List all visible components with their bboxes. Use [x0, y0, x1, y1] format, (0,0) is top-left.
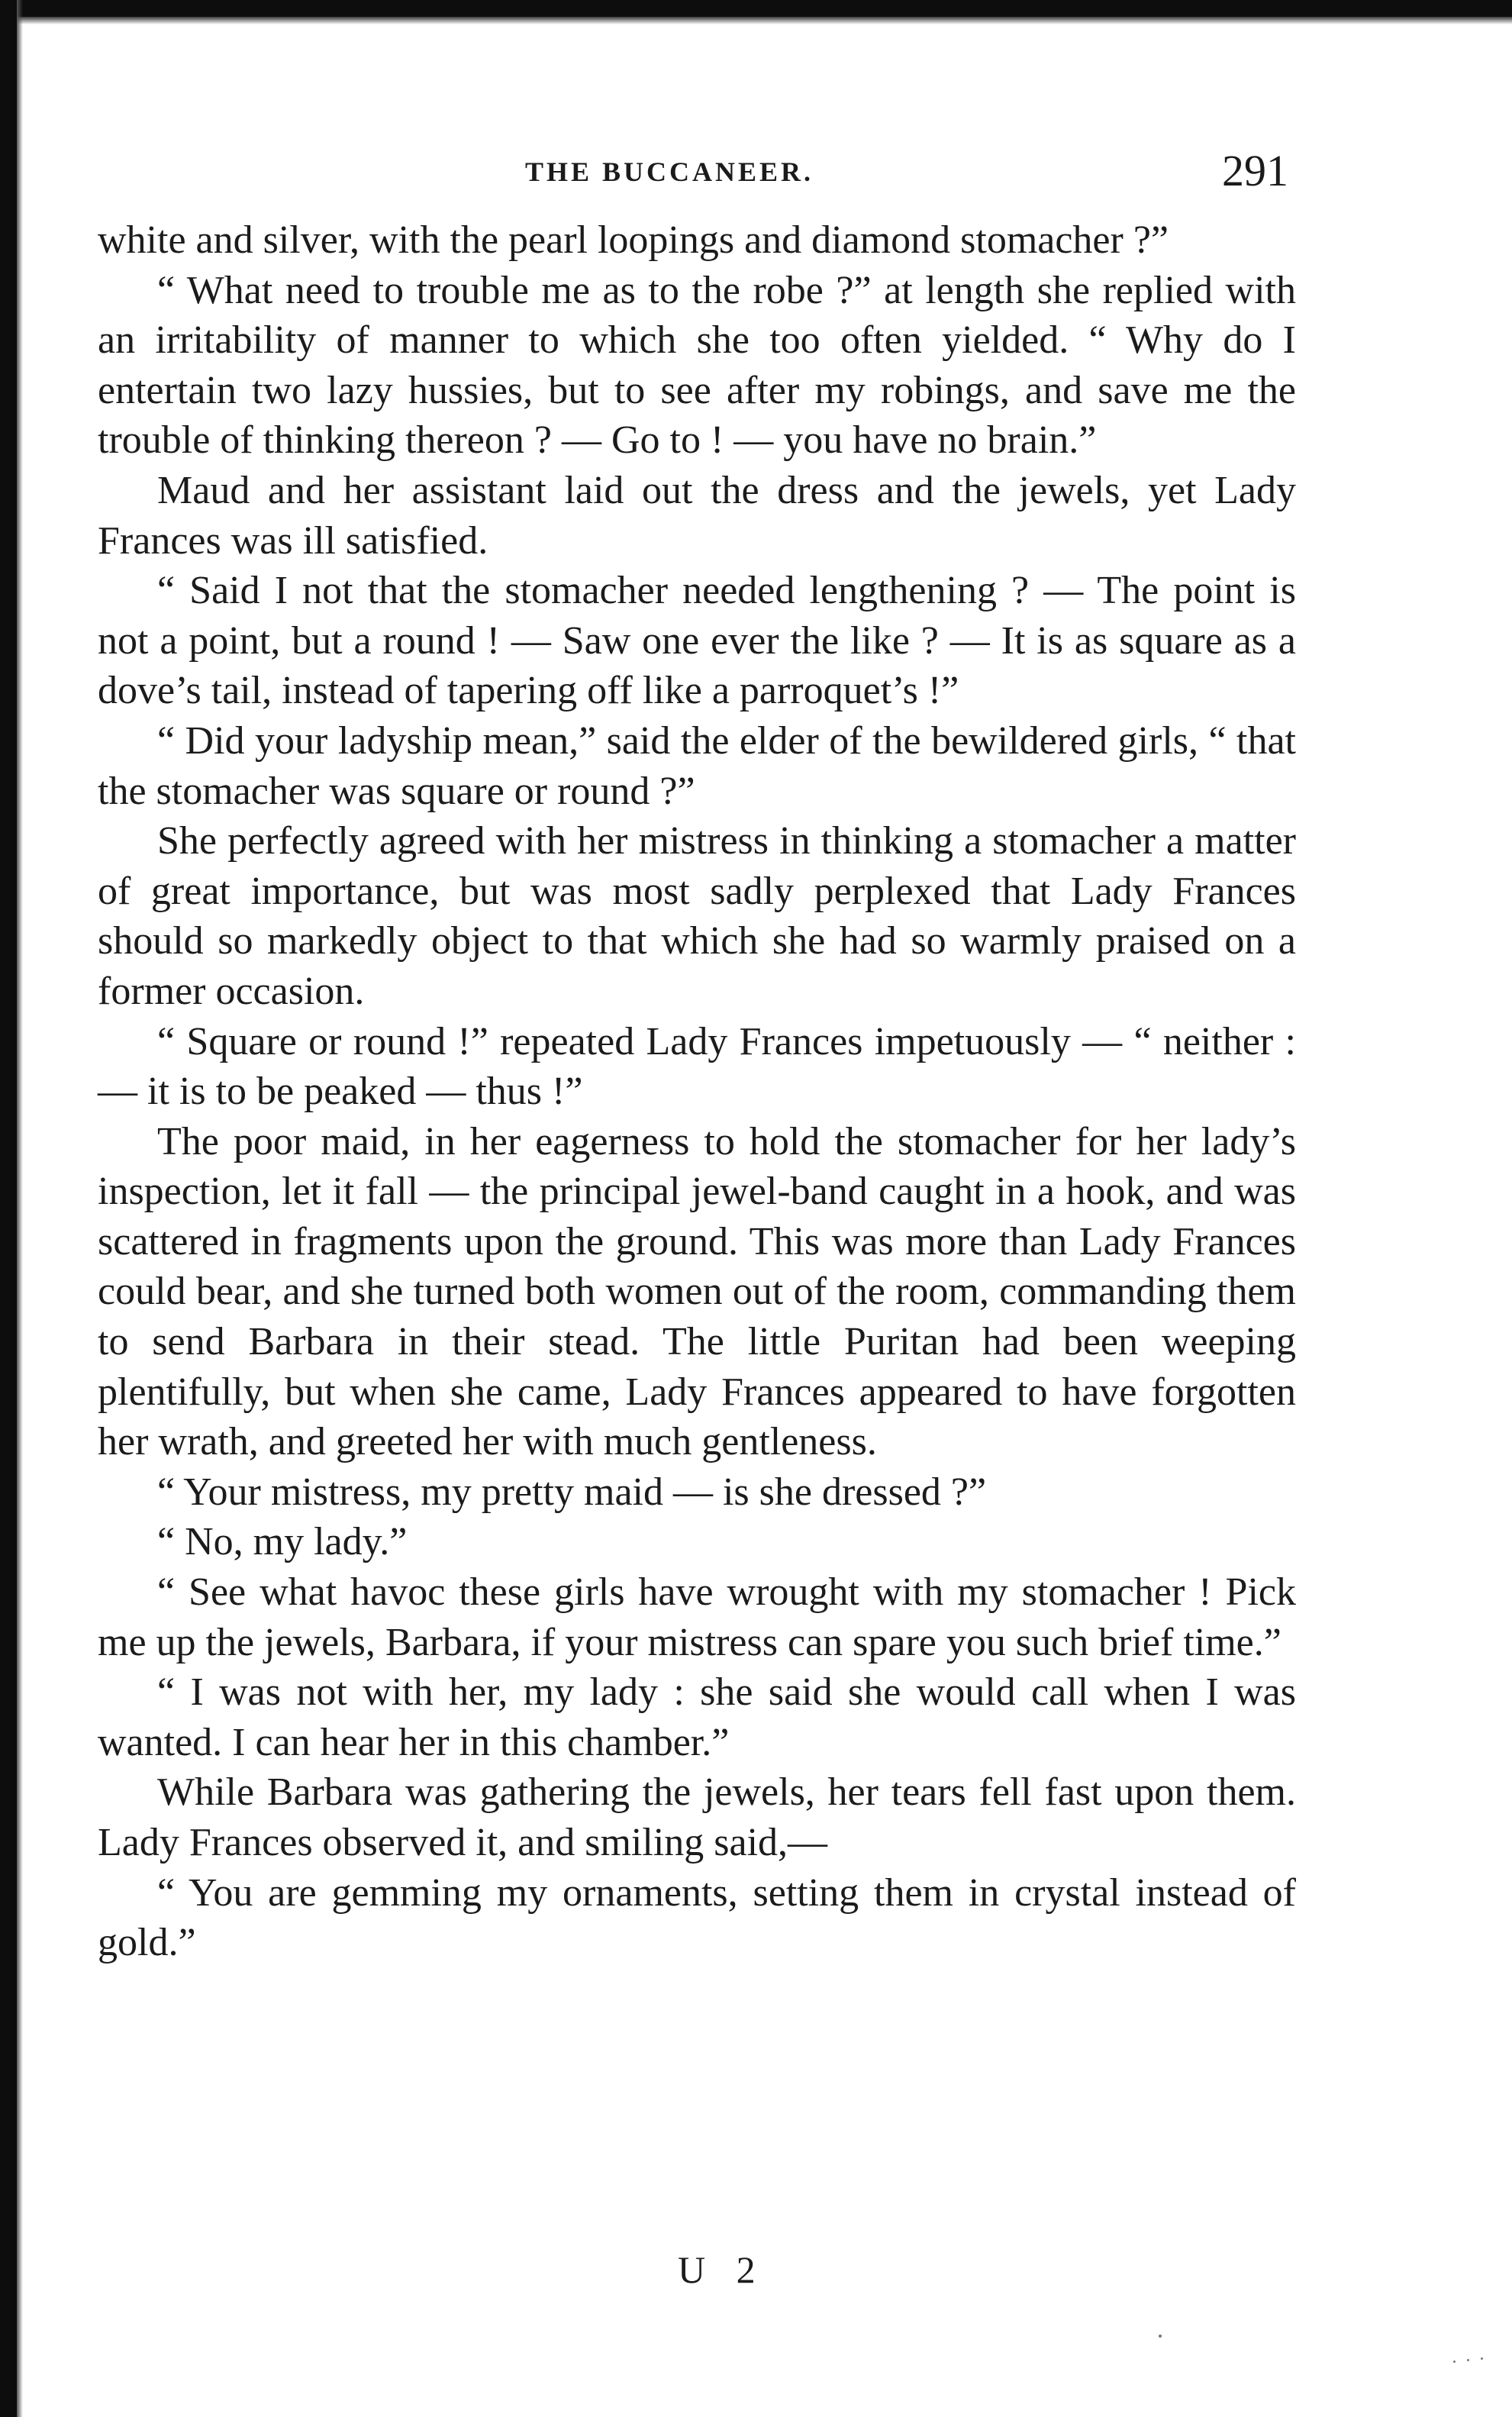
- scan-speck: [1159, 2335, 1162, 2338]
- paragraph: She perfectly agreed with her mistress in thinking a stomacher a matter of great importance, but was most sadly perplexed that Lady Frances should so markedly object to that which she had so warmly praised on a former occasion.: [98, 819, 1296, 1013]
- running-head: THE BUCCANEER.: [525, 157, 814, 187]
- page-number: 291: [1222, 146, 1288, 195]
- scan-border-left-shadow: [17, 0, 23, 2417]
- scan-speck: [1481, 2357, 1483, 2360]
- paragraph: “ Did your ladyship mean,” said the elder of the bewildered girls, “ that the stomacher was square or round ?”: [98, 718, 1296, 813]
- paragraph: “ No, my lady.”: [157, 1520, 408, 1564]
- paragraph: “ You are gemming my ornaments, setting them in crystal instead of gold.”: [98, 1870, 1296, 1965]
- paragraph: While Barbara was gathering the jewels, her tears fell fast upon them. Lady Frances observed it, and smiling said,—: [98, 1770, 1296, 1864]
- scan-border-top-shadow: [0, 17, 1512, 24]
- paragraph: “ I was not with her, my lady : she said she would call when I was wanted. I can hear her in this chamber.”: [98, 1670, 1296, 1764]
- scan-speck: [1453, 2361, 1456, 2363]
- paragraph: “ What need to trouble me as to the robe ?” at length she replied with an irritability of manner to which she too often yielded. “ Why do I entertain two lazy hussies, but to see after my robings, and save me the trouble of thinking thereon ? — Go to ! — you have no brain.”: [98, 268, 1296, 463]
- paragraph: The poor maid, in her eagerness to hold the stomacher for her lady’s inspection, let it fall — the principal jewel-band caught in a hook, and was scattered in fragments upon the ground. This was more than Lady Frances could bear, and she turned both women out of the room, commanding them to send Barbara in their stead. The little Puritan had been weeping plentifully, but when she came, Lady Frances appeared to have forgotten her wrath, and greeted her with much gentleness.: [98, 1119, 1296, 1464]
- paragraph: “ See what havoc these girls have wrought with my stomacher ! Pick me up the jewels, Barbara, if your mistress can spare you such brief time.”: [98, 1570, 1296, 1664]
- scan-border-top: [0, 0, 1512, 17]
- scan-border-left: [0, 0, 17, 2417]
- paragraph: “ Your mistress, my pretty maid — is she dressed ?”: [157, 1470, 987, 1514]
- body-text: [98, 215, 1296, 1968]
- signature-mark: U 2: [678, 2248, 766, 2291]
- paragraph: “ Said I not that the stomacher needed lengthening ? — The point is not a point, but a round ! — Saw one ever the like ? — It is as square as a dove’s tail, instead of tapering off like a parroquet’s !”: [98, 569, 1296, 713]
- page-header: [98, 145, 1288, 198]
- paragraph: white and silver, with the pearl loopings and diamond stomacher ?”: [98, 218, 1169, 262]
- paragraph: Maud and her assistant laid out the dress and the jewels, yet Lady Frances was ill satisfied.: [98, 468, 1296, 563]
- scan-speck: [1467, 2359, 1469, 2361]
- paragraph: “ Square or round !” repeated Lady Frances impetuously — “ neither : — it is to be peaked — thus !”: [98, 1019, 1296, 1114]
